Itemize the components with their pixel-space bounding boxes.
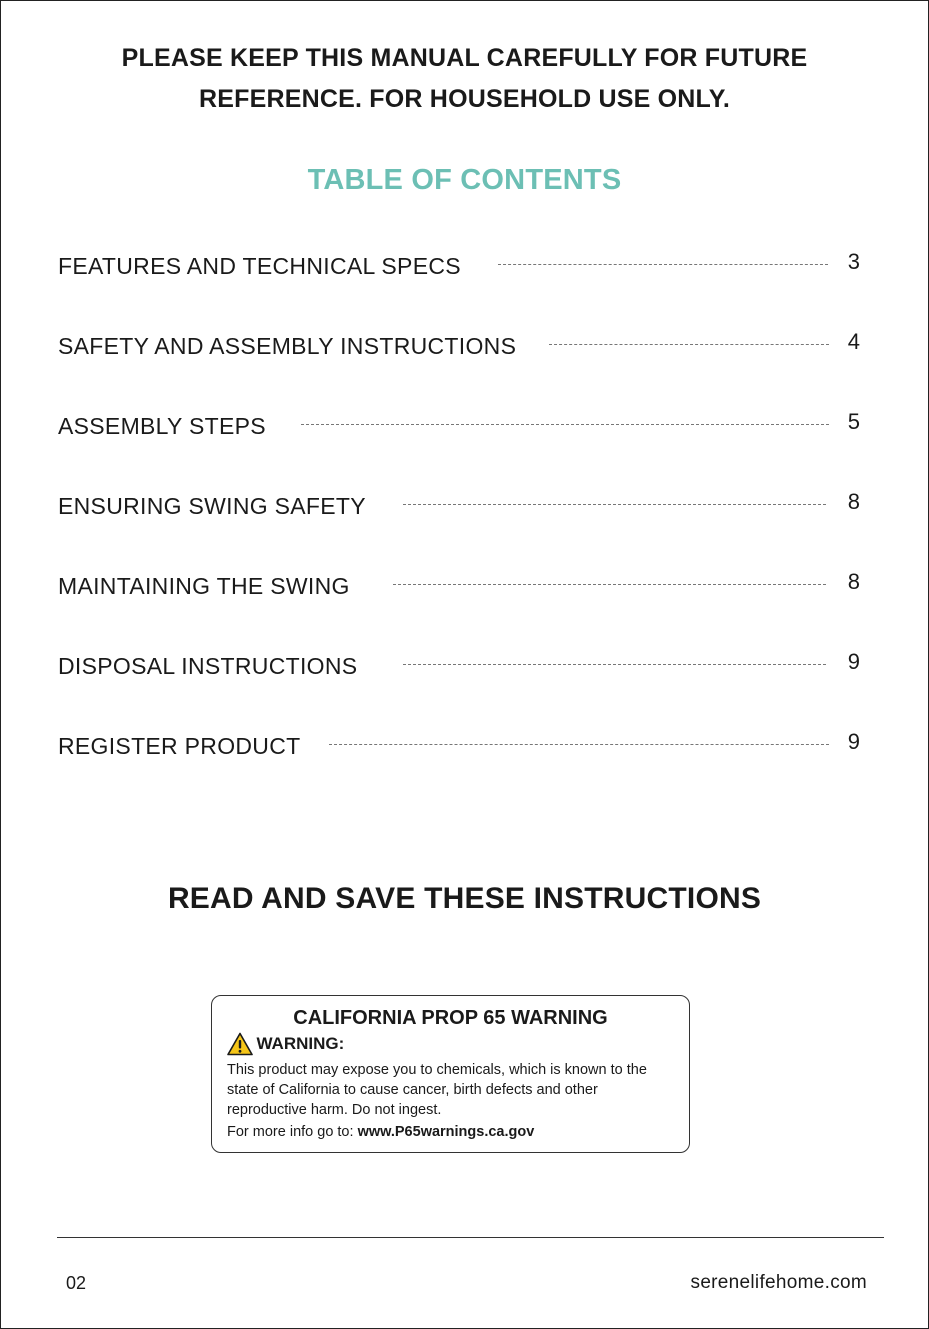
toc-title: TABLE OF CONTENTS <box>307 164 622 196</box>
toc-entry-page: 8 <box>847 489 860 514</box>
toc-leader-dots <box>301 424 829 425</box>
warning-info-prefix: For more info go to: <box>227 1124 358 1140</box>
warning-title: CALIFORNIA PROP 65 WARNING <box>293 1007 608 1029</box>
manual-notice-line-2: REFERENCE. FOR HOUSEHOLD USE ONLY. <box>199 85 730 113</box>
toc-entry-label: DISPOSAL INSTRUCTIONS <box>58 653 358 679</box>
footer-divider <box>57 1237 884 1238</box>
toc-entry-label: ASSEMBLY STEPS <box>58 413 266 439</box>
toc-entry-assembly-steps[interactable] <box>58 409 860 443</box>
toc-entry-label: REGISTER PRODUCT <box>58 733 301 759</box>
p65-warnings-link[interactable]: www.P65warnings.ca.gov <box>357 1124 535 1140</box>
toc-leader-dots <box>498 264 828 265</box>
warning-label: WARNING: <box>256 1034 345 1053</box>
prop65-warning-box <box>211 995 690 1153</box>
toc-entry-register[interactable] <box>58 729 860 763</box>
toc-entry-page: 9 <box>847 649 860 674</box>
toc-leader-dots <box>329 744 829 745</box>
toc-entry-features[interactable] <box>58 249 860 283</box>
toc-entry-label: SAFETY AND ASSEMBLY INSTRUCTIONS <box>58 333 517 359</box>
website-link[interactable]: serenelifehome.com <box>690 1272 867 1293</box>
toc-entry-label: FEATURES AND TECHNICAL SPECS <box>58 253 461 279</box>
toc-leader-dots <box>549 344 829 345</box>
toc-leader-dots <box>403 504 826 505</box>
manual-notice <box>0 38 929 120</box>
toc-entry-page: 5 <box>847 409 860 434</box>
toc-entry-page: 4 <box>847 329 860 354</box>
page-number: 02 <box>66 1273 87 1293</box>
warning-info <box>227 1124 534 1140</box>
toc-entry-swing-safety[interactable] <box>58 489 860 523</box>
warning-triangle-icon <box>227 1032 253 1056</box>
manual-notice-line-1: PLEASE KEEP THIS MANUAL CAREFULLY FOR FUTURE <box>121 44 808 72</box>
toc-leader-dots <box>393 584 826 585</box>
toc-entry-maintaining[interactable] <box>58 569 860 603</box>
toc-entry-label: ENSURING SWING SAFETY <box>58 493 366 519</box>
toc-entry-disposal[interactable] <box>58 649 860 683</box>
warning-label-row <box>227 1032 344 1058</box>
toc-entry-page: 8 <box>847 569 860 594</box>
toc-entry-page: 9 <box>847 729 860 754</box>
toc-leader-dots <box>403 664 826 665</box>
read-save-heading: READ AND SAVE THESE INSTRUCTIONS <box>167 882 762 915</box>
warning-text: This product may expose you to chemicals, which is known to the state of California to cause cancer, birth defects and other reproductive harm. Do not ingest. <box>227 1062 647 1118</box>
toc-entry-page: 3 <box>847 249 860 274</box>
toc-entry-label: MAINTAINING THE SWING <box>58 573 350 599</box>
toc-entry-safety-assembly[interactable] <box>58 329 860 363</box>
